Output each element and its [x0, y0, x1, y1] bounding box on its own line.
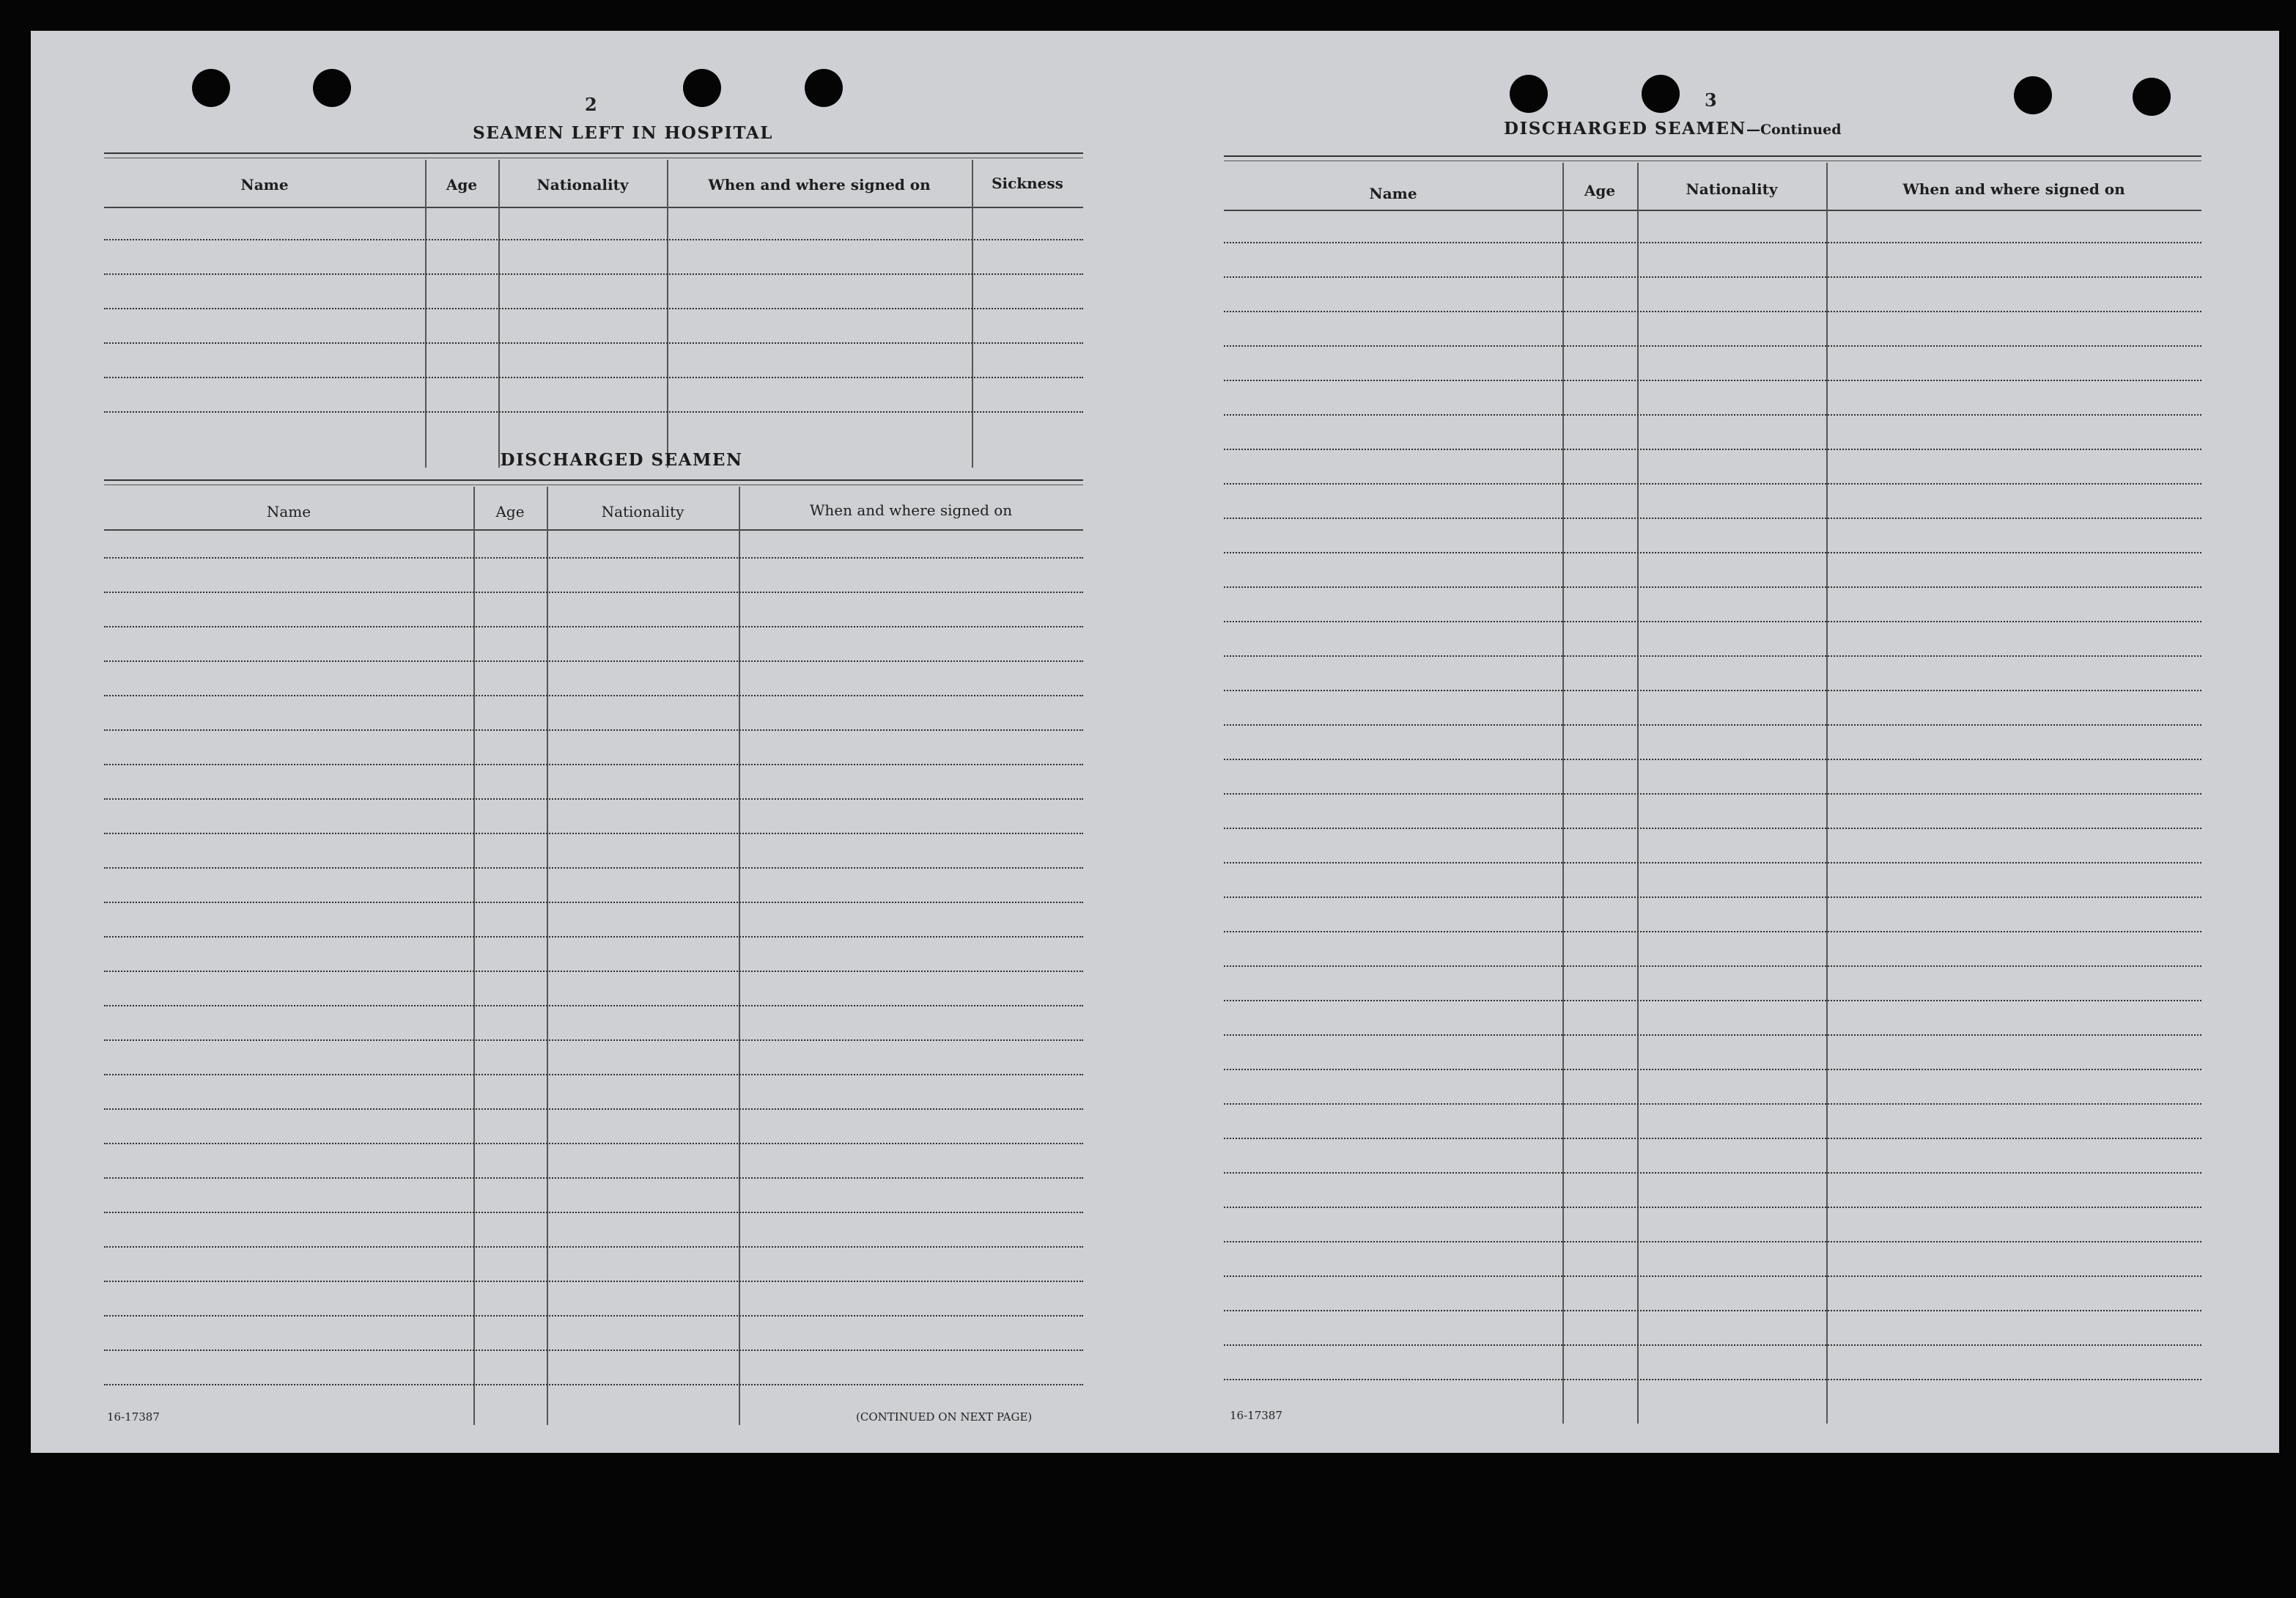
blank-row-line [1224, 690, 2201, 691]
hospital-col-sickness: Sickness [992, 174, 1063, 192]
blank-row-line [104, 695, 1083, 696]
blank-row-line [1224, 724, 2201, 726]
punch-hole [805, 69, 843, 107]
blank-row-line [1224, 242, 2201, 243]
blank-row-line [104, 798, 1083, 800]
hospital-col-nationality: Nationality [536, 176, 629, 194]
discharged-col-name: Name [266, 503, 311, 520]
form-number-right: 16-17387 [1230, 1409, 1282, 1422]
blank-row-line [1224, 1379, 2201, 1380]
hospital-col-signed-on: When and where signed on [708, 176, 931, 194]
punch-hole [2133, 78, 2171, 116]
blank-row-line [104, 1177, 1083, 1179]
blank-row-line [1224, 1172, 2201, 1174]
punch-hole [1510, 75, 1548, 113]
blank-row-line [104, 411, 1083, 413]
hospital-col-age: Age [446, 176, 478, 194]
punch-hole [2014, 76, 2052, 114]
blank-row-line [1224, 862, 2201, 864]
discharged-col-age: Age [495, 503, 525, 520]
blank-row-line [104, 660, 1083, 662]
blank-row-line [1224, 621, 2201, 622]
blank-row-line [1224, 1275, 2201, 1277]
continued-col-name: Name [1369, 185, 1417, 202]
blank-row-line [104, 342, 1083, 344]
discharged-table [104, 479, 1083, 1432]
blank-row-line [104, 626, 1083, 627]
blank-row-line [1224, 1344, 2201, 1346]
blank-row-line [104, 936, 1083, 938]
page-number-left: 2 [585, 94, 597, 115]
document-sheet [31, 31, 2279, 1453]
blank-row-line [104, 764, 1083, 765]
blank-row-line [1224, 1310, 2201, 1311]
blank-row-line [104, 1246, 1083, 1248]
blank-row-line [104, 592, 1083, 593]
blank-row-line [104, 1074, 1083, 1075]
punch-hole [313, 69, 351, 107]
blank-row-line [1224, 483, 2201, 485]
blank-row-line [104, 867, 1083, 869]
blank-row-line [104, 377, 1083, 378]
blank-row-line [1224, 1103, 2201, 1105]
blank-row-line [1224, 1000, 2201, 1001]
blank-row-line [104, 273, 1083, 275]
hospital-col-name: Name [240, 176, 289, 194]
blank-row-line [104, 557, 1083, 559]
discharged-continued-table [1224, 155, 2201, 1431]
blank-row-line [104, 729, 1083, 731]
blank-row-line [1224, 1241, 2201, 1242]
blank-row-line [1224, 586, 2201, 588]
discharged-section-title: DISCHARGED SEAMEN [500, 450, 743, 470]
punch-hole [192, 69, 230, 107]
blank-row-line [1224, 655, 2201, 657]
blank-row-line [1224, 793, 2201, 795]
blank-row-line [104, 902, 1083, 903]
blank-row-line [1224, 518, 2201, 519]
blank-row-line [1224, 311, 2201, 312]
blank-row-line [1224, 1207, 2201, 1208]
blank-row-line [1224, 1138, 2201, 1139]
blank-row-line [1224, 449, 2201, 450]
blank-row-line [1224, 1034, 2201, 1036]
blank-row-line [1224, 414, 2201, 416]
hospital-section-title: SEAMEN LEFT IN HOSPITAL [473, 123, 773, 143]
continued-col-age: Age [1584, 182, 1616, 199]
blank-row-line [1224, 931, 2201, 932]
blank-row-line [104, 971, 1083, 972]
discharged-col-signed-on: When and where signed on [809, 501, 1013, 519]
punch-hole [683, 69, 721, 107]
blank-row-line [104, 1039, 1083, 1041]
right-title-main: DISCHARGED SEAMEN [1504, 119, 1746, 139]
blank-row-line [104, 308, 1083, 309]
blank-row-line [104, 239, 1083, 240]
continued-col-signed-on: When and where signed on [1902, 180, 2125, 198]
blank-row-line [1224, 896, 2201, 898]
blank-row-line [1224, 552, 2201, 553]
blank-row-line [104, 1212, 1083, 1213]
punch-hole [1642, 75, 1680, 113]
right-section-title [1504, 119, 1842, 139]
blank-row-line [104, 1350, 1083, 1351]
form-number-left: 16-17387 [107, 1410, 160, 1424]
blank-row-line [1224, 759, 2201, 760]
discharged-col-nationality: Nationality [601, 503, 684, 520]
blank-row-line [1224, 965, 2201, 967]
blank-row-line [1224, 1069, 2201, 1070]
blank-row-line [104, 1143, 1083, 1144]
blank-row-line [1224, 380, 2201, 381]
hospital-table [104, 152, 1083, 471]
continued-col-nationality: Nationality [1686, 180, 1778, 198]
blank-row-line [104, 833, 1083, 834]
blank-row-line [1224, 828, 2201, 829]
blank-row-line [104, 1281, 1083, 1282]
blank-row-line [104, 1384, 1083, 1385]
blank-row-line [1224, 276, 2201, 278]
continued-note: (CONTINUED ON NEXT PAGE) [856, 1410, 1033, 1424]
right-title-suffix: —Continued [1746, 122, 1842, 138]
blank-row-line [1224, 345, 2201, 347]
page-number-right: 3 [1705, 89, 1717, 111]
blank-row-line [104, 1315, 1083, 1317]
blank-row-line [104, 1005, 1083, 1006]
blank-row-line [104, 1108, 1083, 1110]
